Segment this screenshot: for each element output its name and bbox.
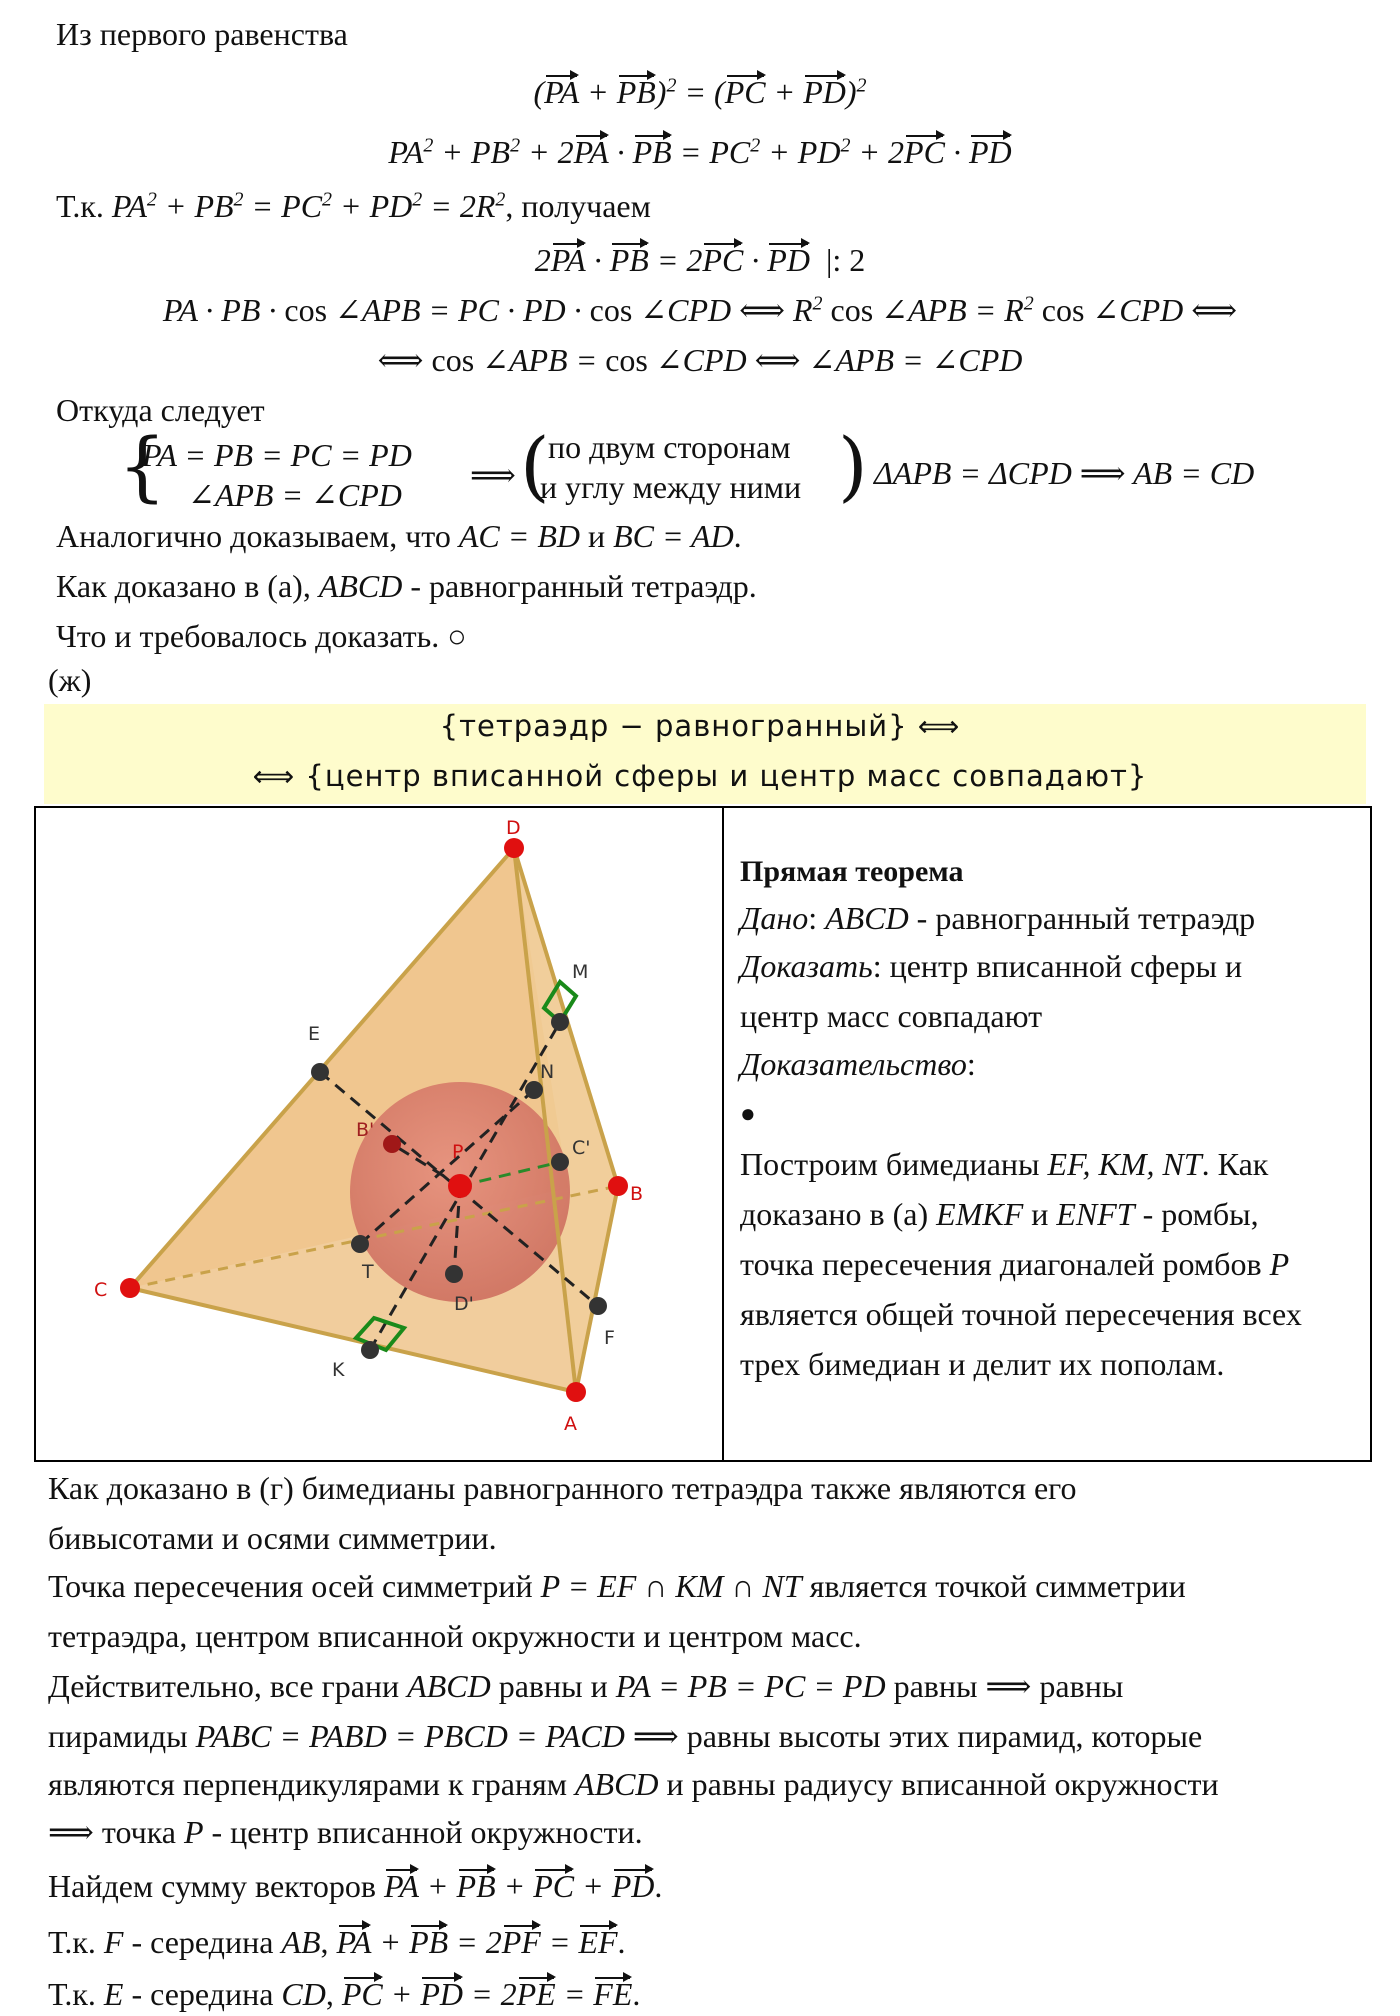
system-brace: { — [118, 421, 167, 510]
theorem-prove: Доказать: центр вписанной сферы и — [740, 948, 1243, 984]
bottom-line-6: пирамиды PABC = PABD = PBCD = PACD ⟹ равны высоты этих пирамид, которые — [48, 1718, 1203, 1754]
proof-line-1: Построим бимедианы EF, KM, NT. Как — [740, 1146, 1269, 1182]
paren-right: ) — [838, 421, 868, 510]
label-B1: B' — [356, 1119, 375, 1141]
point-E — [311, 1063, 329, 1081]
label-B: B — [630, 1183, 644, 1205]
equation-1: (PA + PB)$^2$ = (PC + PD)$^2$ — [533, 74, 867, 110]
theorem-proof-label: Доказательство: — [740, 1046, 976, 1082]
label-T: T — [362, 1261, 374, 1283]
vertex-C — [120, 1278, 140, 1298]
bottom-line-8: ⟹ точка P - центр вписанной окружности. — [48, 1814, 643, 1850]
paren-line-2: и углу между ними — [540, 469, 802, 505]
system-result: ΔAPB = ΔCPD ⟹ AB = CD — [874, 455, 1255, 491]
proof-line-2: доказано в (а) EMKF и ENFT - ромбы, — [740, 1196, 1259, 1232]
section-label: (ж) — [48, 662, 92, 698]
system-line-2: ∠APB = ∠CPD — [188, 477, 402, 513]
bullet: ● — [740, 1099, 756, 1128]
banner-line-1: {тетраэдр − равногранный} ⟺ — [439, 709, 961, 743]
bottom-line-11: Т.к. E - середина CD, PC + PD = 2PE = FE. — [48, 1976, 641, 2012]
bottom-line-3: Точка пересечения осей симметрий P = EF ∩ KM ∩ NT является точкой симметрии — [48, 1568, 1186, 1604]
banner-line-2: ⟺ {центр вписанной сферы и центр масс совпадают} — [252, 759, 1148, 793]
qed-line: Что и требовалось доказать. ○ — [56, 618, 467, 654]
equation-4: 2PA · PB = 2PC · PD |: 2 — [534, 242, 866, 278]
figure-divider — [722, 806, 724, 1462]
system-line-1: PA = PB = PC = PD — [142, 437, 412, 473]
label-D: D — [506, 817, 521, 839]
bottom-line-7: являются перпендикулярами к граням ABCD и равны радиусу вписанной окружности — [48, 1766, 1219, 1802]
point-N — [525, 1081, 543, 1099]
bottom-line-10: Т.к. F - середина AB, PA + PB = 2PF = EF. — [48, 1924, 626, 1960]
theorem-prove-2: центр масс совпадают — [740, 998, 1043, 1034]
tetrahedron-figure — [36, 808, 720, 1460]
bottom-line-2: бивысотами и осями симметрии. — [48, 1520, 497, 1556]
label-K: K — [332, 1359, 345, 1381]
equation-5: PA · PB · cos ∠APB = PC · PD · cos ∠CPD ⟺ $R^2$ cos ∠APB = $R^2$ cos ∠CPD ⟺ — [162, 292, 1238, 328]
label-N: N — [540, 1061, 555, 1083]
proof-line-5: трех бимедиан и делит их пополам. — [740, 1346, 1225, 1382]
proof-line-3: точка пересечения диагоналей ромбов P — [740, 1246, 1290, 1282]
bottom-line-4: тетраэдра, центром вписанной окружности и центром масс. — [48, 1618, 862, 1654]
center-P — [448, 1174, 472, 1198]
point-D1 — [445, 1265, 463, 1283]
label-M: M — [572, 961, 589, 983]
bottom-line-5: Действительно, все грани ABCD равны и PA = PB = PC = PD равны ⟹ равны — [48, 1668, 1124, 1704]
label-D1: D' — [454, 1293, 474, 1315]
bottom-line-1: Как доказано в (г) бимедианы равногранного тетраэдра также являются его — [48, 1470, 1077, 1506]
point-M — [551, 1013, 569, 1031]
point-T — [351, 1235, 369, 1253]
equation-3: Т.к. $PA^2 + PB^2 = PC^2 + PD^2 = 2R^2$, получаем — [56, 188, 651, 224]
label-F: F — [604, 1327, 615, 1349]
theorem-given: Дано: ABCD - равногранный тетраэдр — [740, 900, 1256, 936]
consequence-line: Откуда следует — [56, 392, 265, 428]
label-C1: C' — [572, 1137, 591, 1159]
proved-line: Как доказано в (а), ABCD - равногранный тетраэдр. — [56, 568, 757, 604]
proof-line-4: является общей точной пересечения всех — [740, 1296, 1302, 1332]
bottom-line-9: Найдем сумму векторов PA + PB + PC + PD. — [48, 1868, 663, 1904]
label-A: A — [564, 1413, 577, 1435]
label-E: E — [308, 1023, 321, 1045]
vertex-B — [608, 1176, 628, 1196]
label-P: P — [452, 1141, 464, 1163]
intro-line: Из первого равенства — [56, 16, 348, 52]
paren-line-1: по двум сторонам — [548, 429, 791, 465]
paren-left: ( — [520, 421, 550, 510]
point-B1 — [383, 1135, 401, 1153]
label-C: C — [94, 1279, 108, 1301]
similar-line: Аналогично доказываем, что AC = BD и BC = AD. — [56, 518, 742, 554]
equation-2: $PA^2 + PB^2 + 2PA$ · PB = $PC^2 + PD^2 + 2PC$ · PD — [388, 134, 1012, 170]
point-K — [361, 1341, 379, 1359]
implies-arrow: ⟹ — [470, 457, 516, 493]
vertex-A — [566, 1382, 586, 1402]
point-C1 — [551, 1153, 569, 1171]
point-F — [589, 1297, 607, 1315]
equation-6: ⟺ cos ∠APB = cos ∠CPD ⟺ ∠APB = ∠CPD — [377, 342, 1023, 378]
theorem-title: Прямая теорема — [740, 855, 964, 888]
vertex-D — [504, 838, 524, 858]
